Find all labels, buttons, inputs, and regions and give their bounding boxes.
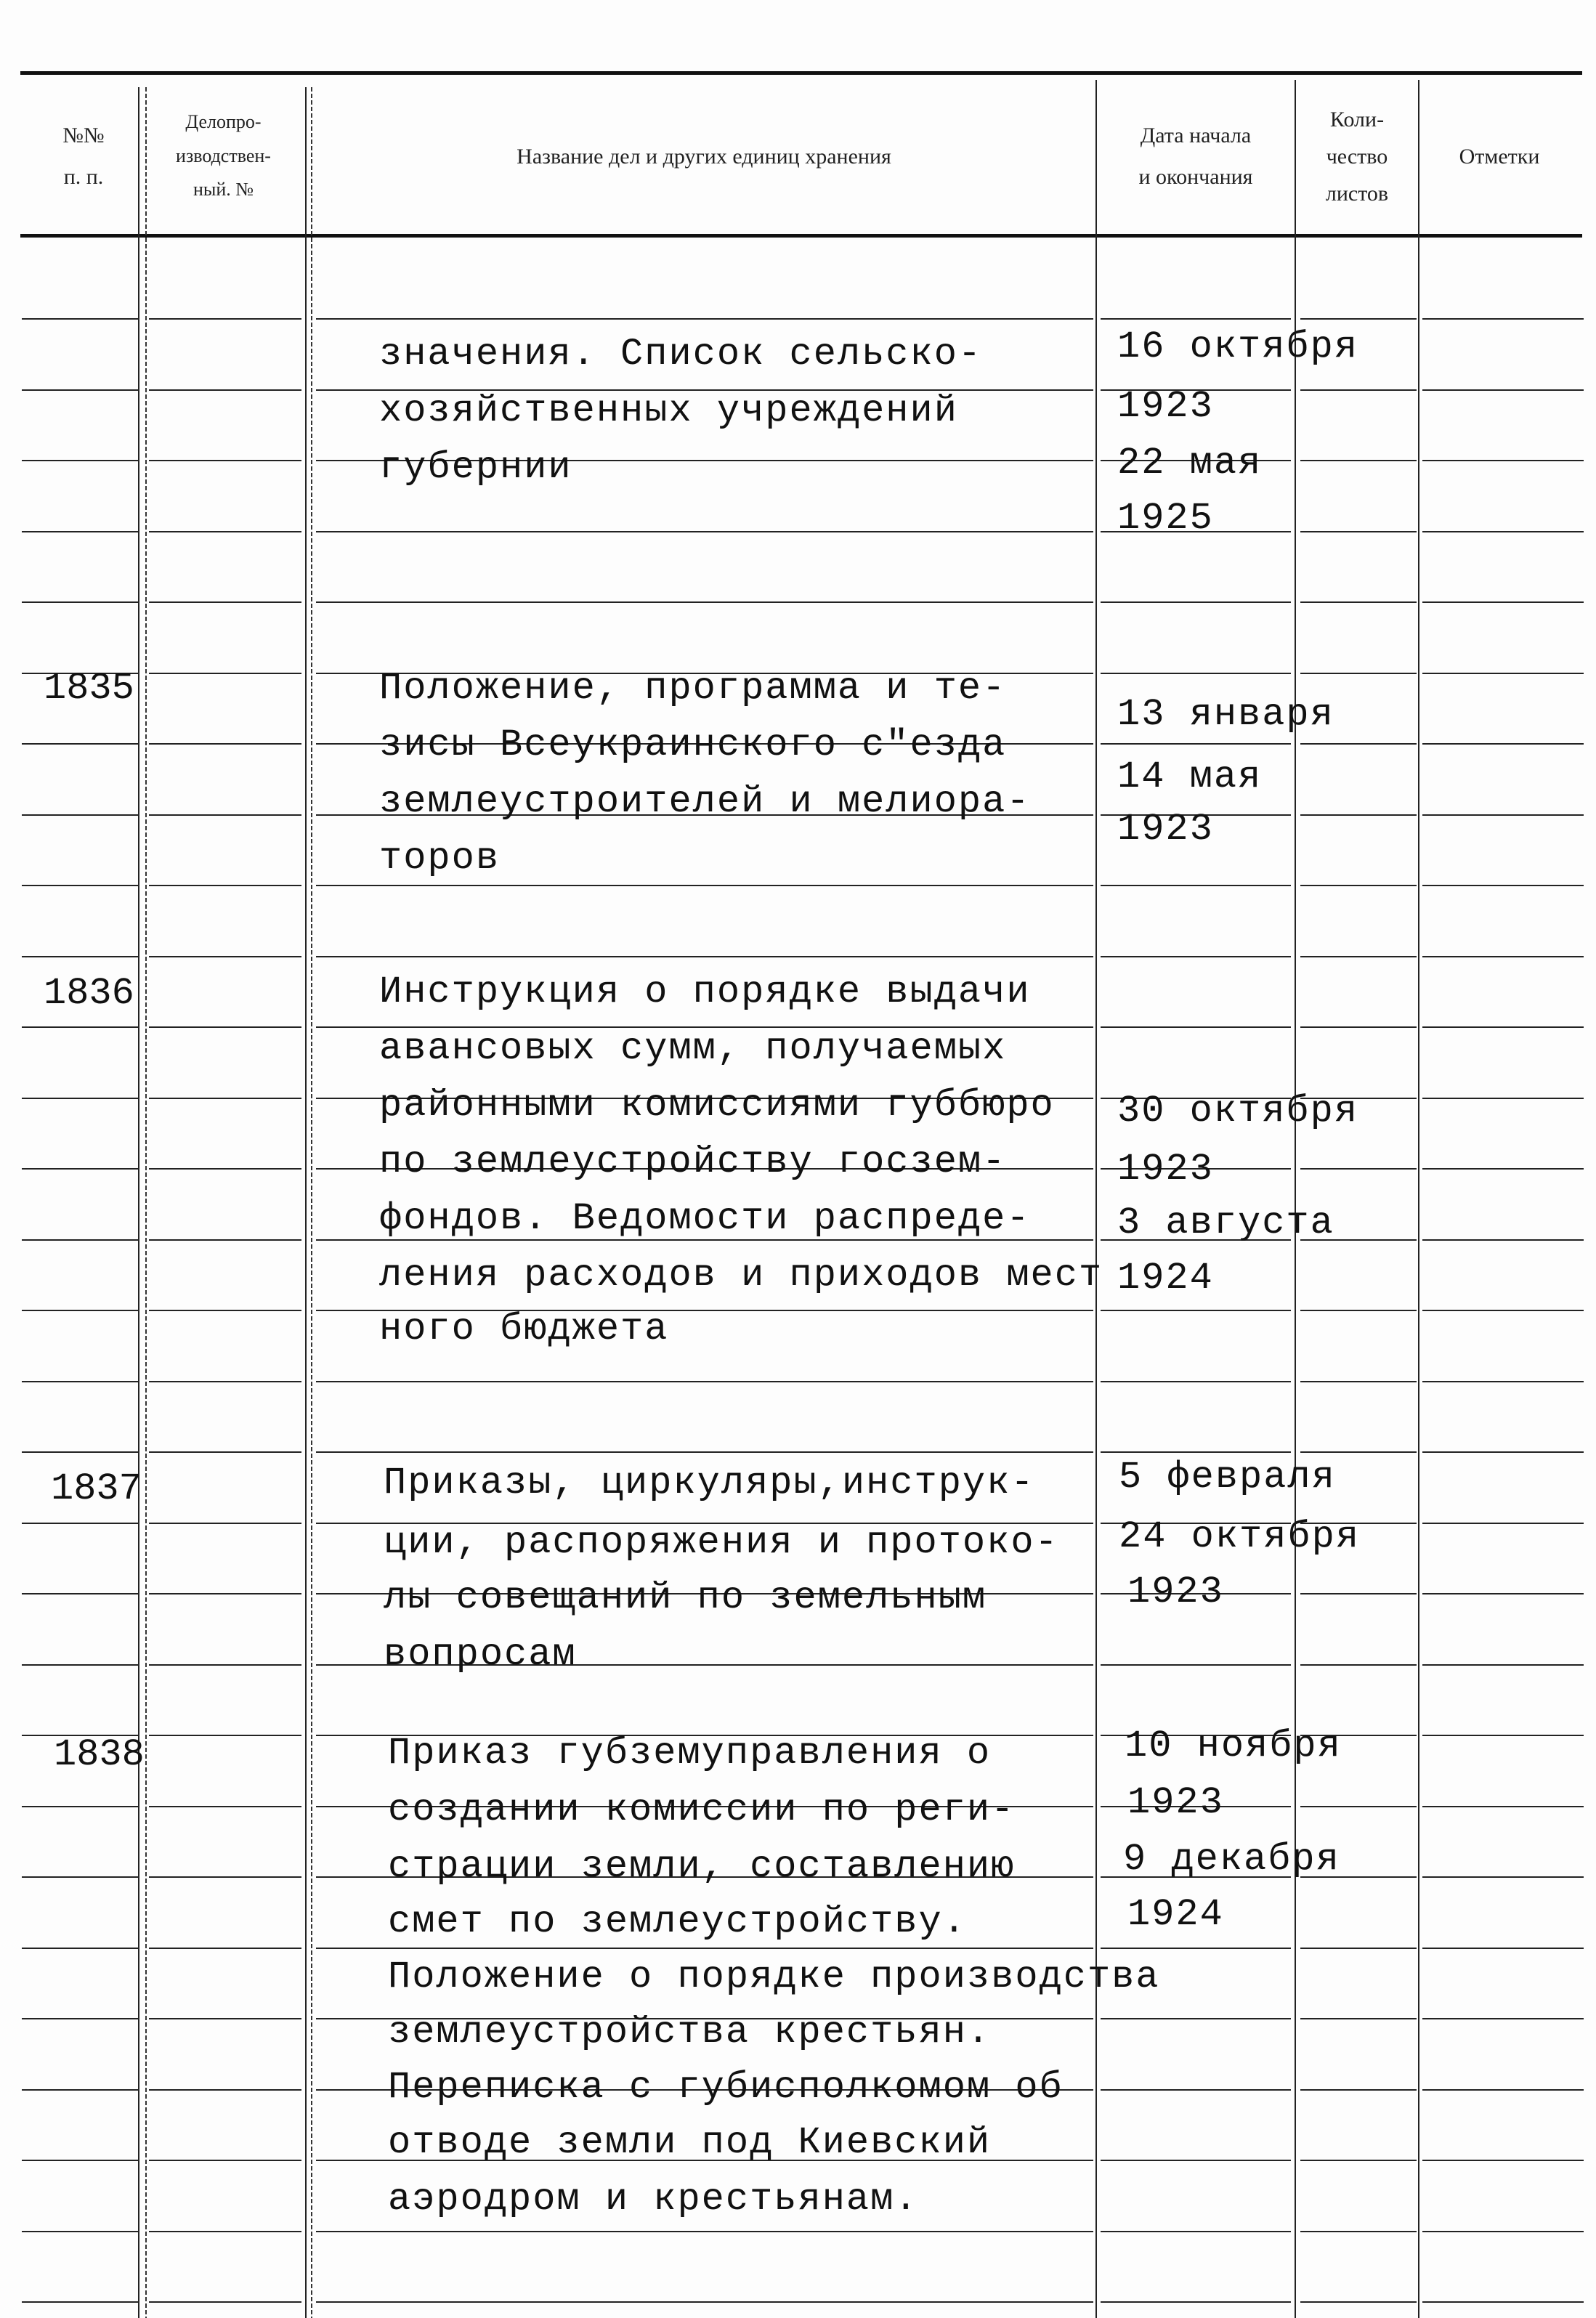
ruled-line <box>1422 1451 1584 1453</box>
ruled-line <box>22 1381 138 1382</box>
ruled-line <box>1300 885 1417 886</box>
ruled-line <box>316 885 1093 886</box>
ruled-line <box>149 1310 301 1311</box>
ruled-line <box>1422 460 1584 461</box>
column-divider-1 <box>138 87 139 2318</box>
ruled-line <box>1422 885 1584 886</box>
ruled-line <box>149 2231 301 2232</box>
ruled-line <box>22 460 138 461</box>
entry-title-line: вопросам <box>384 1633 577 1676</box>
ruled-line <box>1101 1026 1291 1028</box>
ruled-line <box>1422 1876 1584 1878</box>
entry-date: 3 августа <box>1117 1201 1334 1244</box>
entry-title-line: Положение, программа и те- <box>379 667 1007 710</box>
entry-date: 10 ноября <box>1125 1725 1342 1767</box>
entry-title-line: страции земли, составлению <box>388 1845 1016 1888</box>
ruled-line <box>1101 956 1291 957</box>
ruled-line <box>22 1026 138 1028</box>
ruled-line <box>1422 318 1584 320</box>
ruled-line <box>22 1664 138 1666</box>
entry-date: 24 октября <box>1119 1515 1361 1558</box>
ruled-line <box>1300 2231 1417 2232</box>
ruled-line <box>1422 2018 1584 2019</box>
entry-number: 1836 <box>44 972 134 1015</box>
ruled-line <box>1300 1451 1417 1453</box>
ruled-line <box>1101 673 1291 674</box>
ruled-line <box>22 956 138 957</box>
entry-date: 1924 <box>1127 1893 1224 1936</box>
ruled-line <box>316 1948 1093 1949</box>
entry-date: 5 февраля <box>1119 1456 1336 1499</box>
entry-date: 1923 <box>1117 808 1214 851</box>
ruled-line <box>149 1168 301 1170</box>
ruled-line <box>149 1876 301 1878</box>
ruled-line <box>1101 2018 1291 2019</box>
ruled-line <box>316 1451 1093 1453</box>
entry-title-line: хозяйственных учреждений <box>379 389 958 432</box>
ruled-line <box>1422 1239 1584 1241</box>
entry-date: 13 января <box>1117 693 1334 736</box>
ruled-line <box>22 814 138 816</box>
ruled-line <box>22 389 138 391</box>
entry-date: 16 октября <box>1117 325 1359 368</box>
ruled-line <box>1422 1948 1584 1949</box>
entry-title-line: Переписка с губисполкомом об <box>388 2066 1064 2109</box>
ruled-line <box>1300 1593 1417 1594</box>
entry-title-line: зисы Всеукраинского с"езда <box>379 724 1007 766</box>
ruled-line <box>149 1451 301 1453</box>
ruled-line <box>22 2301 138 2303</box>
entry-number: 1838 <box>54 1733 145 1776</box>
ruled-line <box>316 531 1093 532</box>
column-divider-4 <box>1295 80 1296 2318</box>
ruled-line <box>149 1239 301 1241</box>
ruled-line <box>1422 2231 1584 2232</box>
entry-title-line: районными комиссиями губбюро <box>379 1084 1055 1127</box>
ruled-line <box>1300 531 1417 532</box>
ruled-line <box>149 1735 301 1736</box>
ruled-line <box>1422 1098 1584 1099</box>
header-title: Название дел и других единиц хранения <box>517 144 891 169</box>
ruled-line <box>1422 743 1584 745</box>
entry-title-line: ции, распоряжения и протоко- <box>384 1521 1059 1564</box>
ruled-line <box>22 885 138 886</box>
ruled-line <box>149 601 301 603</box>
entry-date: 1923 <box>1117 1148 1214 1191</box>
ruled-line <box>149 2089 301 2091</box>
entry-title-line: ления расходов и приходов мест <box>379 1254 1103 1297</box>
ruled-line <box>149 2301 301 2303</box>
ruled-line <box>1101 885 1291 886</box>
ruled-line <box>1300 2089 1417 2091</box>
entry-title-line: по землеустройству госзем- <box>379 1140 1007 1183</box>
ruled-line <box>1422 673 1584 674</box>
entry-title-line: торов <box>379 837 501 880</box>
ruled-line <box>1422 1664 1584 1666</box>
header-sheets: Коли- чество листов <box>1325 107 1389 206</box>
entry-title-line: фондов. Ведомости распреде- <box>379 1197 1031 1240</box>
ruled-line <box>1101 2160 1291 2161</box>
header-number: №№ п. п. <box>62 123 105 189</box>
ruled-line <box>316 2231 1093 2232</box>
ruled-line <box>1422 389 1584 391</box>
ruled-line <box>1422 2301 1584 2303</box>
ruled-line <box>1300 601 1417 603</box>
ruled-line <box>1101 1664 1291 1666</box>
column-divider-5 <box>1418 80 1419 2318</box>
ruled-line <box>1422 1381 1584 1382</box>
ruled-line <box>149 1806 301 1807</box>
ruled-line <box>149 460 301 461</box>
ruled-line <box>22 1523 138 1524</box>
ruled-line <box>22 1806 138 1807</box>
ruled-line <box>1422 531 1584 532</box>
ruled-line <box>1101 2301 1291 2303</box>
ruled-line <box>1300 1381 1417 1382</box>
ruled-line <box>149 1593 301 1594</box>
header-bottom-border <box>20 234 1582 238</box>
ruled-line <box>149 1098 301 1099</box>
header-dates: Дата начала и окончания <box>1138 123 1253 189</box>
ruled-line <box>22 1876 138 1878</box>
entry-title-line: отводе земли под Киевский <box>388 2121 992 2164</box>
ruled-line <box>22 1098 138 1099</box>
entry-title-line: Приказы, циркуляры,инструк- <box>384 1462 1035 1504</box>
column-divider-2 <box>305 87 307 2318</box>
ruled-line <box>1300 389 1417 391</box>
ruled-line <box>22 2018 138 2019</box>
ruled-line <box>1101 1381 1291 1382</box>
ruled-line <box>1422 1806 1584 1807</box>
ruled-line <box>149 1948 301 1949</box>
ruled-line <box>22 743 138 745</box>
ruled-line <box>1300 1310 1417 1311</box>
ruled-line <box>22 1239 138 1241</box>
entry-number: 1837 <box>51 1467 142 1510</box>
entry-title-line: Инструкция о порядке выдачи <box>379 970 1031 1013</box>
ruled-line <box>22 2160 138 2161</box>
ruled-line <box>1300 2018 1417 2019</box>
entry-title-line: землеустроителей и мелиора- <box>379 780 1031 823</box>
entry-title-line: губернии <box>379 446 572 489</box>
ruled-line <box>1300 1026 1417 1028</box>
ruled-line <box>149 743 301 745</box>
ruled-line <box>1422 1168 1584 1170</box>
ruled-line <box>1101 1451 1291 1453</box>
ruled-line <box>1422 1735 1584 1736</box>
ruled-line <box>149 531 301 532</box>
ruled-line <box>22 1310 138 1311</box>
entry-title-line: значения. Список сельско- <box>379 333 983 376</box>
ruled-line <box>1300 1806 1417 1807</box>
entry-date: 1923 <box>1127 1571 1224 1613</box>
column-divider-1-edge <box>145 87 147 2318</box>
ruled-line <box>1300 673 1417 674</box>
ruled-line <box>1101 2089 1291 2091</box>
ruled-line <box>316 601 1093 603</box>
ruled-line <box>1422 2089 1584 2091</box>
ruled-line <box>149 1381 301 1382</box>
entry-title-line: лы совещаний по земельным <box>384 1576 987 1619</box>
ruled-line <box>1101 1310 1291 1311</box>
ruled-line <box>22 601 138 603</box>
entry-date: 1925 <box>1117 497 1214 540</box>
ruled-line <box>1422 1310 1584 1311</box>
ruled-line <box>1101 601 1291 603</box>
entry-number: 1835 <box>44 667 134 710</box>
ruled-line <box>1101 743 1291 745</box>
ruled-line <box>22 318 138 320</box>
column-divider-2-edge <box>311 87 312 2318</box>
ruled-line <box>1300 1168 1417 1170</box>
header-notes: Отметки <box>1459 144 1540 169</box>
ruled-line <box>149 885 301 886</box>
ruled-line <box>149 2160 301 2161</box>
entry-title-line: аэродром и крестьянам. <box>388 2178 919 2221</box>
header-office-number: Делопро- изводствен- ный. № <box>176 110 271 200</box>
ruled-line <box>149 389 301 391</box>
ruled-line <box>1300 460 1417 461</box>
ruled-line <box>149 956 301 957</box>
ruled-line <box>149 2018 301 2019</box>
ruled-line <box>149 814 301 816</box>
ruled-line <box>1422 1026 1584 1028</box>
ruled-line <box>149 1523 301 1524</box>
entry-title-line: Положение о порядке производства <box>388 1956 1160 1998</box>
ruled-line <box>1422 956 1584 957</box>
ruled-line <box>22 2089 138 2091</box>
ruled-line <box>1300 956 1417 957</box>
ruled-line <box>1300 2160 1417 2161</box>
ruled-line <box>22 531 138 532</box>
entry-date: 1924 <box>1117 1257 1214 1300</box>
ruled-line <box>1101 1948 1291 1949</box>
ruled-line <box>1300 1948 1417 1949</box>
header-top-border <box>20 71 1582 75</box>
ruled-line <box>149 673 301 674</box>
ruled-line <box>1300 814 1417 816</box>
ruled-line <box>22 1948 138 1949</box>
entry-title-line: создании комиссии по реги- <box>388 1788 1016 1831</box>
entry-title-line: авансовых сумм, получаемых <box>379 1027 1007 1070</box>
entry-title-line: землеустройства крестьян. <box>388 2011 992 2054</box>
ruled-line <box>1300 318 1417 320</box>
entry-date: 14 мая <box>1117 755 1263 798</box>
ruled-line <box>316 2301 1093 2303</box>
ruled-line <box>1300 1664 1417 1666</box>
ruled-line <box>149 318 301 320</box>
ruled-line <box>316 956 1093 957</box>
ruled-line <box>22 1168 138 1170</box>
ruled-line <box>22 1451 138 1453</box>
entry-date: 1923 <box>1127 1781 1224 1824</box>
ruled-line <box>1300 743 1417 745</box>
ruled-line <box>22 1593 138 1594</box>
ruled-line <box>1422 601 1584 603</box>
ruled-line <box>1422 2160 1584 2161</box>
ruled-line <box>1300 2301 1417 2303</box>
ruled-line <box>1422 814 1584 816</box>
entry-title-line: смет по землеустройству. <box>388 1900 967 1943</box>
entry-date: 30 октября <box>1117 1090 1359 1132</box>
ruled-line <box>316 1381 1093 1382</box>
entry-title-line: ного бюджета <box>379 1308 669 1350</box>
entry-title-line: Приказ губземуправления о <box>388 1732 992 1775</box>
entry-date: 1923 <box>1117 385 1214 428</box>
ruled-line <box>1422 1523 1584 1524</box>
ruled-line <box>1101 318 1291 320</box>
ruled-line <box>1422 1593 1584 1594</box>
entry-date: 9 декабря <box>1123 1838 1340 1881</box>
ruled-line <box>316 318 1093 320</box>
ruled-line <box>149 1664 301 1666</box>
ruled-line <box>22 2231 138 2232</box>
entry-date: 22 мая <box>1117 442 1263 485</box>
ruled-line <box>1101 2231 1291 2232</box>
ruled-line <box>149 1026 301 1028</box>
